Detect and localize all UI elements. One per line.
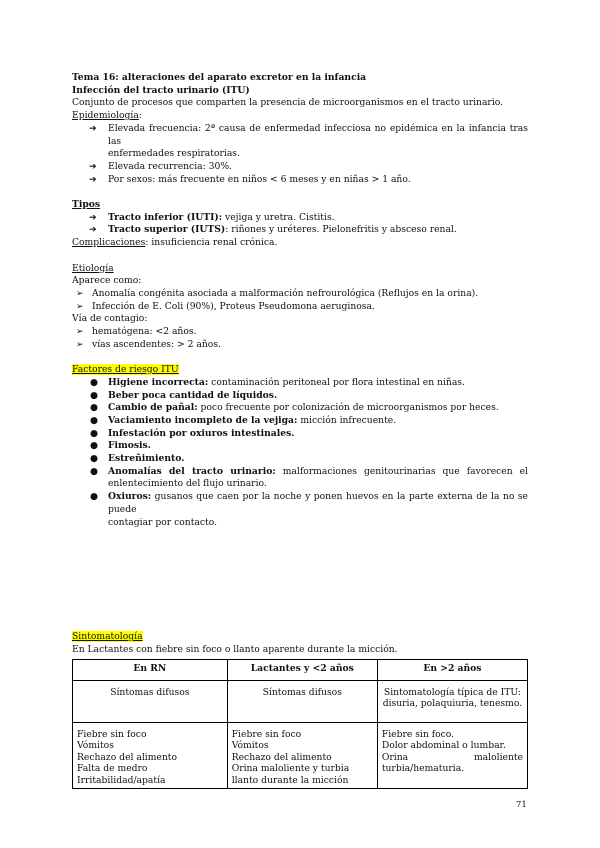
list-item-text: vías ascendentes: > 2 años.: [92, 338, 221, 350]
list-item: [72, 339, 528, 352]
list-item: [72, 288, 528, 301]
term: Cambio de pañal:: [108, 402, 198, 414]
list-item: [72, 453, 528, 466]
epidemiology-label: Epidemiología: [72, 110, 139, 122]
page-number: 71: [516, 800, 527, 810]
term: Estreñimiento.: [108, 453, 185, 465]
cell-line: llanto durante la micción: [231, 774, 349, 786]
table-header: Lactantes y <2 años: [227, 659, 377, 680]
table-cell: [377, 680, 527, 722]
cell-line: Rechazo del alimento: [231, 751, 332, 763]
symptoms-intro: En Lactantes con fiebre sin foco o llanto aparente durante la micción.: [72, 643, 398, 655]
bullet-icon: ●: [90, 453, 99, 465]
term: Oxiuros:: [108, 491, 152, 503]
list-item-text: Elevada frecuencia: 2ª causa de enfermedad infecciosa no epidémica en la infancia tras las: [108, 122, 528, 147]
term: Tracto inferior (IUTI):: [108, 211, 223, 223]
etiology-list: [72, 288, 528, 313]
definition: : riñones y uréteres. Pielonefritis y absceso renal.: [225, 224, 457, 236]
cell-line: Irritabilidad/apatía: [77, 774, 166, 786]
complications-label: Complicaciones: [72, 237, 146, 249]
triangle-arrow-icon: ➢: [76, 287, 84, 299]
bullet-icon: ●: [90, 427, 99, 439]
list-item-text-cont: enfermedades respiratorias.: [108, 148, 240, 160]
list-item-text-cont: contagiar por contacto.: [108, 516, 217, 528]
arrow-icon: ➔: [89, 160, 97, 172]
cell-line: Orina maloliente y turbia: [231, 763, 350, 775]
cell-line: Fiebre sin foco: [231, 728, 302, 740]
bullet-icon: ●: [90, 389, 99, 401]
definition: micción infrecuente.: [297, 414, 397, 426]
cell-line: Orina maloliente: [381, 751, 523, 763]
triangle-arrow-icon: ➢: [76, 338, 84, 350]
table-row: [73, 722, 528, 788]
cell-line: Rechazo del alimento: [77, 751, 178, 763]
list-item: [72, 491, 528, 529]
list-item: [72, 377, 528, 390]
arrow-icon: ➔: [89, 173, 97, 185]
bullet-icon: ●: [90, 465, 99, 477]
term: Tracto superior (IUTS): [108, 224, 226, 236]
list-item: [72, 466, 528, 491]
bullet-icon: ●: [90, 414, 99, 426]
page-content: [72, 72, 528, 789]
list-item-text: Elevada recurrencia: 30%.: [108, 160, 232, 172]
list-item-text: [108, 491, 528, 516]
epidemiology-heading: Epidemiología:: [72, 110, 142, 122]
term: Higiene incorrecta:: [108, 376, 209, 388]
definition: poco frecuente por colonización de microorganismos por heces.: [197, 402, 499, 414]
section-subtitle: Infección del tracto urinario (ITU): [72, 84, 250, 96]
triangle-arrow-icon: ➢: [76, 326, 84, 338]
symptoms-table: [72, 659, 528, 789]
symptoms-heading: Sintomatología: [72, 631, 143, 643]
etiology-appear: Aparece como:: [72, 275, 142, 287]
list-item: [72, 402, 528, 415]
triangle-arrow-icon: ➢: [76, 300, 84, 312]
etiology-route: Vía de contagio:: [72, 313, 148, 325]
table-cell: [377, 722, 527, 788]
etiology-heading: Etiología: [72, 262, 114, 274]
list-item-text-cont: enlentecimiento del flujo urinario.: [108, 478, 267, 490]
cell-line: Vómitos: [231, 740, 269, 752]
bullet-icon: ●: [90, 491, 99, 503]
cell-line: turbia/hematuria.: [381, 763, 465, 775]
list-item: [72, 174, 528, 187]
list-item: [72, 440, 528, 453]
list-item: [72, 123, 528, 161]
table-cell: [73, 722, 228, 788]
table-row: [73, 680, 528, 722]
arrow-icon: ➔: [89, 224, 97, 236]
bullet-icon: ●: [90, 440, 99, 452]
cell-line: Fiebre sin foco.: [381, 728, 455, 740]
bullet-icon: ●: [90, 376, 99, 388]
term: Infestación por oxiuros intestinales.: [108, 427, 295, 439]
definition: contaminación peritoneal por flora intestinal en niñas.: [208, 376, 465, 388]
cell-line: Vómitos: [77, 740, 114, 752]
intro-paragraph: Conjunto de procesos que comparten la presencia de microorganismos en el tracto urinario.: [72, 97, 504, 109]
cell-line: disuria, polaquiuria, tenesmo.: [382, 698, 523, 710]
term: Anomalías del tracto urinario:: [108, 465, 276, 477]
list-item: [72, 161, 528, 174]
definition: malformaciones genitourinarias que favorecen el: [275, 465, 528, 477]
complications-text: : insuficiencia renal crónica.: [145, 237, 278, 249]
list-item: [72, 390, 528, 403]
list-item: [72, 326, 528, 339]
table-cell: Síntomas difusos: [73, 680, 228, 722]
risk-factors-heading: Factores de riesgo ITU: [72, 364, 179, 376]
document-title: Tema 16: alteraciones del aparato excretor en la infancia: [72, 72, 367, 83]
arrow-icon: ➔: [89, 211, 97, 223]
complications-line: [72, 237, 528, 250]
list-item-text: hematógena: <2 años.: [92, 326, 197, 338]
types-list: [72, 212, 528, 237]
list-item-text: [108, 466, 528, 479]
term: Fimosis.: [108, 440, 151, 452]
route-list: [72, 326, 528, 351]
term: Vaciamiento incompleto de la vejiga:: [108, 414, 298, 426]
table-cell: Síntomas difusos: [227, 680, 377, 722]
table-header-row: [73, 659, 528, 680]
cell-line: Sintomatología típica de ITU:: [383, 686, 521, 698]
cell-line: Fiebre sin foco: [77, 728, 147, 740]
table-header: En RN: [73, 659, 228, 680]
list-item-text: Infección de E. Coli (90%), Proteus Pseudomona aeruginosa.: [92, 300, 375, 312]
bullet-icon: ●: [90, 402, 99, 414]
list-item-text: Anomalía congénita asociada a malformación nefrourológica (Reflujos en la orina).: [92, 287, 479, 299]
table-header: En >2 años: [377, 659, 527, 680]
list-item: [72, 301, 528, 314]
list-item: [72, 415, 528, 428]
arrow-icon: ➔: [89, 122, 97, 134]
list-item: [72, 428, 528, 441]
list-item-text: Por sexos: más frecuente en niños < 6 meses y en niñas > 1 año.: [108, 173, 411, 185]
list-item: [72, 212, 528, 225]
table-cell: [227, 722, 377, 788]
epidemiology-list: [72, 123, 528, 187]
types-heading: Tipos: [72, 199, 101, 211]
cell-line: Falta de medro: [77, 763, 148, 775]
list-item: [72, 224, 528, 237]
term: Beber poca cantidad de líquidos.: [108, 389, 278, 401]
risk-factors-list: [72, 377, 528, 529]
definition: vejiga y uretra. Cistitis.: [222, 211, 335, 223]
definition: gusanos que caen por la noche y ponen huevos en la parte externa de la no se puede: [108, 491, 528, 515]
cell-line: Dolor abdominal o lumbar.: [381, 740, 506, 752]
